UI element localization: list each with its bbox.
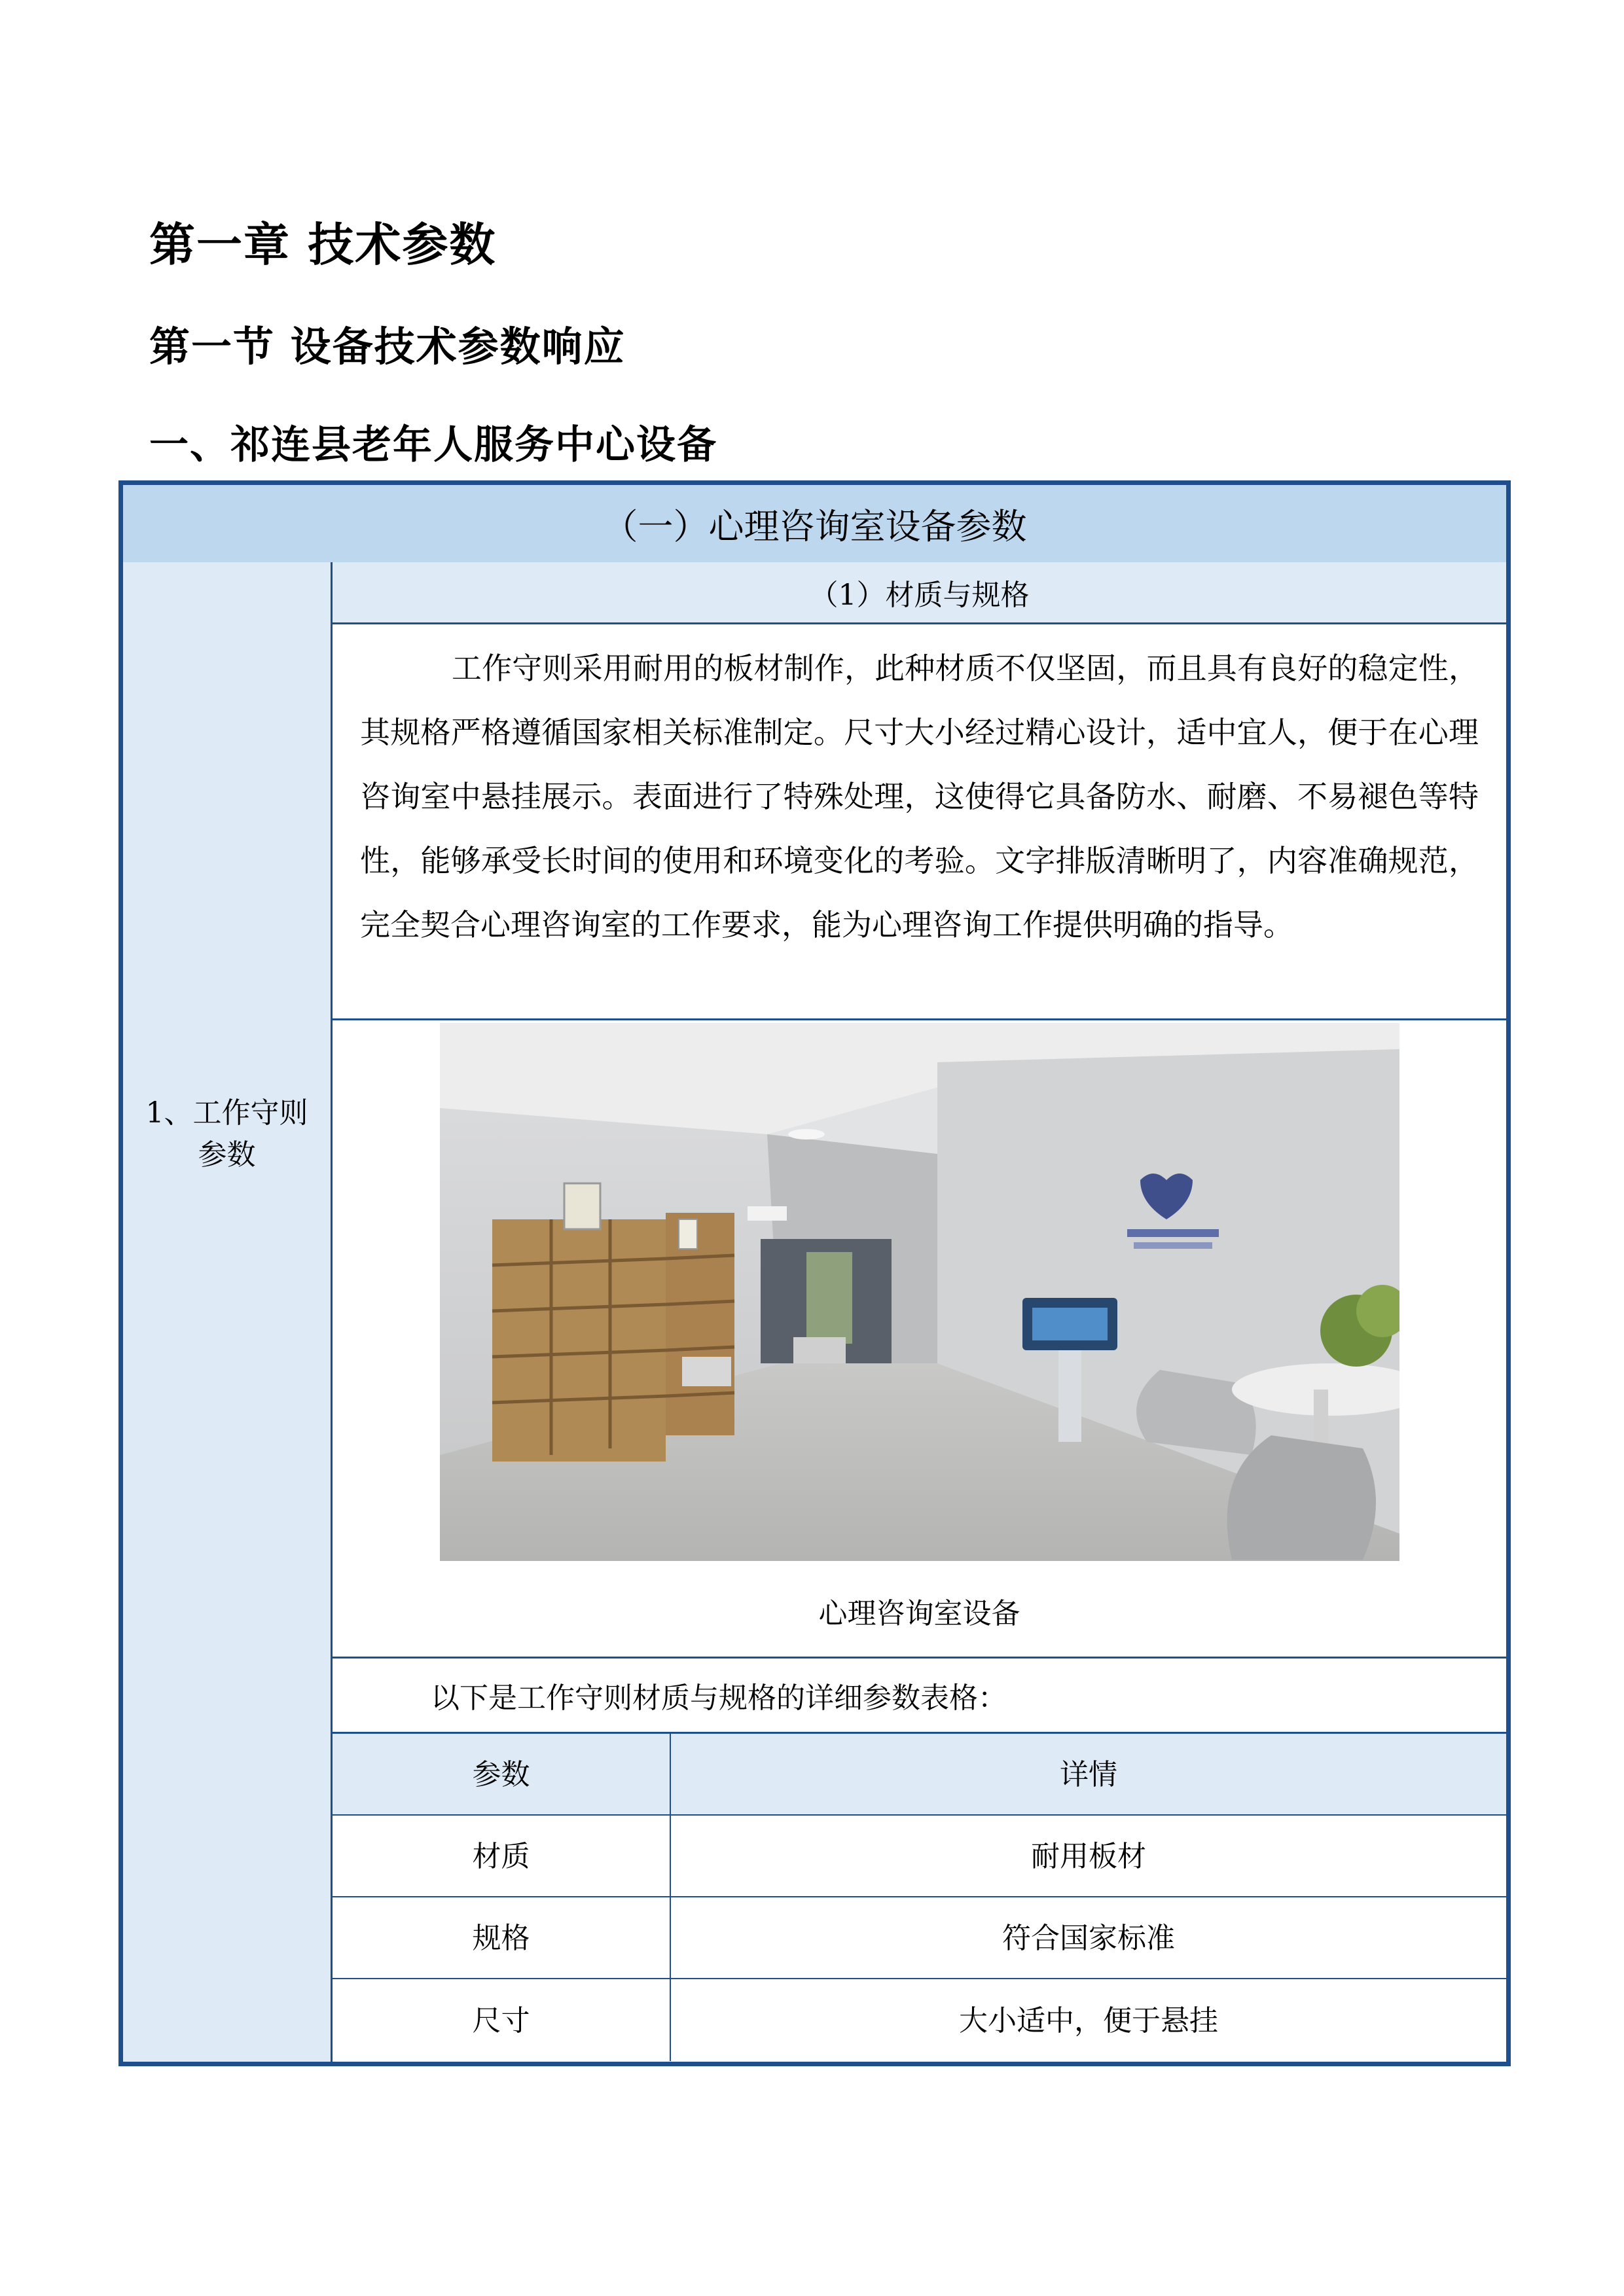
- sub-heading: （1）材质与规格: [333, 562, 1506, 624]
- description-text: 工作守则采用耐用的板材制作，此种材质不仅坚固，而且具有良好的稳定性，其规格严格遵循国家相关标准制定。尺寸大小经过精心设计，适中宜人，便于在心理咨询室中悬挂展示。表面进行了特殊处理，这使得它具备防水、耐磨、不易褪色等特性，能够承受长时间的使用和环境变化的考验。文字排版清晰明了，内容准确规范，完全契合心理咨询室的工作要求，能为心理咨询工作提供明确的指导。: [333, 624, 1506, 1020]
- equipment-table: [118, 480, 1511, 2066]
- chapter-title: 第一章 技术参数: [149, 218, 497, 272]
- room-photo-illustration: [440, 1023, 1399, 1561]
- table-row: [333, 1897, 1506, 1979]
- params-table: [333, 1734, 1506, 2061]
- param-name: 规格: [333, 1897, 671, 1978]
- image-caption: 心理咨询室设备: [818, 1597, 1020, 1630]
- intro-text: 以下是工作守则材质与规格的详细参数表格：: [333, 1659, 1506, 1734]
- image-cell: [333, 1020, 1506, 1659]
- header-detail: 详情: [1060, 1757, 1117, 1791]
- param-name: 尺寸: [333, 1979, 671, 2061]
- param-detail: 大小适中，便于悬挂: [959, 2003, 1218, 2037]
- params-header-row: [333, 1734, 1506, 1816]
- param-name: 材质: [333, 1816, 671, 1896]
- table-row: [333, 1979, 1506, 2061]
- item-content: [333, 562, 1506, 2062]
- section-title: 第一节 设备技术参数响应: [149, 323, 626, 370]
- item-label-cell: [123, 562, 333, 2062]
- subsection-title: 一、祁连县老年人服务中心设备: [149, 422, 717, 468]
- param-detail: 耐用板材: [1031, 1839, 1146, 1873]
- table-row: [333, 1816, 1506, 1897]
- header-param: 参数: [333, 1734, 671, 1814]
- param-detail: 符合国家标准: [1002, 1921, 1175, 1955]
- room-photo: [440, 1023, 1399, 1561]
- table-title: （一）心理咨询室设备参数: [123, 485, 1506, 564]
- item-label: 1、工作守则参数: [145, 1096, 308, 1172]
